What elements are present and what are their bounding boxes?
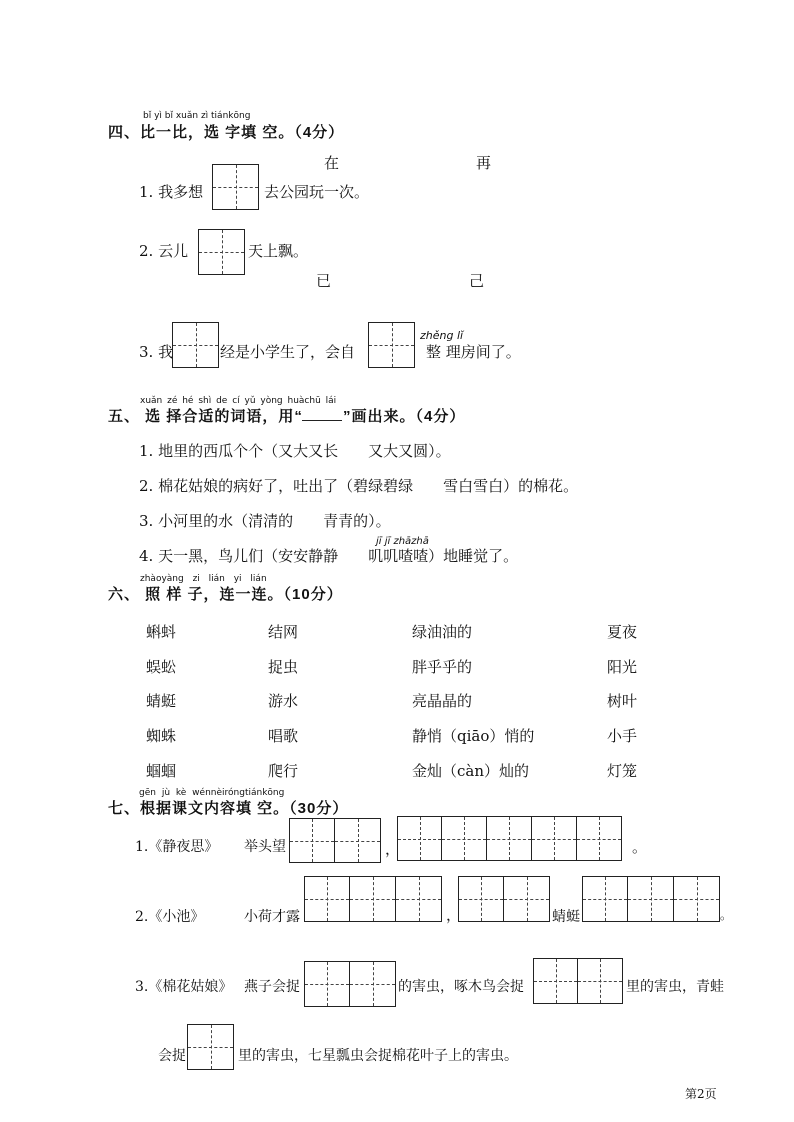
grid-cell[interactable] xyxy=(304,876,350,922)
section5-heading-a: 五、 选 择合适的词语，用“ xyxy=(108,408,303,425)
grid-cell[interactable] xyxy=(335,818,381,863)
grid-cell[interactable] xyxy=(487,816,532,861)
choice-word-3: 已 xyxy=(316,272,332,290)
q7-3-line2-suffix: 里的害虫，七星瓢虫会捉棉花叶子上的害虫。 xyxy=(238,1048,518,1064)
grid-cell[interactable] xyxy=(533,958,578,1004)
q5-item-4-pinyin: jī jī zhāzhā xyxy=(376,536,429,547)
grid-cell[interactable] xyxy=(578,958,623,1004)
answer-grid-q7-2b[interactable] xyxy=(458,876,550,922)
grid-cell[interactable] xyxy=(289,818,335,863)
grid-cell[interactable] xyxy=(458,876,504,922)
section4-heading: 四、比一比，选 字填 空。（4分） xyxy=(108,124,345,141)
match-col3-item-4[interactable]: 静悄（qiāo）悄的 xyxy=(412,727,535,745)
q5-item-4[interactable]: 4. 天一黑，鸟儿们（安安静静 叽叽喳喳）地睡觉了。 xyxy=(139,547,519,565)
grid-cell[interactable] xyxy=(304,961,350,1007)
match-col1-item-3[interactable]: 蜻蜓 xyxy=(146,692,177,710)
match-col2-item-2[interactable]: 捉虫 xyxy=(268,658,299,676)
q5-item-3[interactable]: 3. 小河里的水（清清的 青青的）。 xyxy=(139,512,391,530)
q4-3-prefix: 3. 我 xyxy=(139,343,174,361)
answer-grid-q7-2c[interactable] xyxy=(582,876,720,922)
match-col3-item-2[interactable]: 胖乎乎的 xyxy=(412,658,473,676)
answer-grid-q7-1b[interactable] xyxy=(397,816,622,861)
q4-3-pinyin: zhěng lǐ xyxy=(420,329,464,342)
answer-grid-q7-1a[interactable] xyxy=(289,818,381,863)
match-col1-item-1[interactable]: 蝌蚪 xyxy=(146,623,177,641)
grid-cell[interactable] xyxy=(504,876,550,922)
q7-3-middle: 的害虫，啄木鸟会捉 xyxy=(398,979,524,995)
grid-cell[interactable] xyxy=(442,816,487,861)
section7-heading: 七、根据课文内容填 空。（30分） xyxy=(108,800,349,817)
q7-2-label: 2.《小池》 xyxy=(135,909,205,925)
choice-word-4: 己 xyxy=(469,272,485,290)
grid-cell[interactable] xyxy=(396,876,442,922)
section5-pinyin: xuǎn zé hé shì de cí yǔ yòng huàchū lái xyxy=(140,396,337,406)
match-col1-item-2[interactable]: 蜈蚣 xyxy=(146,658,177,676)
q7-2-text: 小荷才露 xyxy=(244,909,300,925)
answer-grid-q7-3b[interactable] xyxy=(533,958,623,1004)
section7-pinyin: gēn jù kè wénnèiróngtiánkōng xyxy=(139,788,285,798)
q7-1-comma: ， xyxy=(385,840,401,858)
q7-2-comma: ， xyxy=(446,906,462,924)
q4-3-suffix: 整 理房间了。 xyxy=(426,343,521,361)
match-col4-item-1[interactable]: 夏夜 xyxy=(607,623,638,641)
choice-word-1: 在 xyxy=(324,154,340,172)
match-col2-item-4[interactable]: 唱歌 xyxy=(268,727,299,745)
grid-cell[interactable] xyxy=(532,816,577,861)
section6-heading: 六、 照 样 子，连一连。（10分） xyxy=(108,586,343,603)
answer-box-q4-1[interactable] xyxy=(212,164,259,210)
match-col2-item-3[interactable]: 游水 xyxy=(268,692,299,710)
q4-2-suffix: 天上飘。 xyxy=(248,242,309,260)
match-col3-item-1[interactable]: 绿油油的 xyxy=(412,623,473,641)
match-col1-item-5[interactable]: 蝈蝈 xyxy=(146,762,177,780)
answer-box-q4-2[interactable] xyxy=(198,229,245,275)
choice-word-2: 再 xyxy=(476,154,492,172)
grid-cell[interactable] xyxy=(350,961,396,1007)
q7-3-middle2: 里的害虫，青蛙 xyxy=(626,979,724,995)
section6-pinyin: zhàoyàng zi lián yi lián xyxy=(140,574,267,584)
answer-box-q7-3c[interactable] xyxy=(187,1024,234,1070)
match-col2-item-5[interactable]: 爬行 xyxy=(268,762,299,780)
match-col4-item-5[interactable]: 灯笼 xyxy=(607,762,638,780)
q7-3-label: 3.《棉花姑娘》 xyxy=(135,979,233,995)
grid-cell[interactable] xyxy=(577,816,622,861)
section5-heading-b: ”画出来。（4分） xyxy=(343,408,466,425)
answer-grid-q7-2a[interactable] xyxy=(304,876,442,922)
match-col4-item-4[interactable]: 小手 xyxy=(607,727,638,745)
grid-cell[interactable] xyxy=(628,876,674,922)
q7-3-line2-prefix: 会捉 xyxy=(158,1048,186,1064)
q4-1-prefix: 1. 我多想 xyxy=(139,183,204,201)
q5-item-1[interactable]: 1. 地里的西瓜个个（又大又长 又大又圆）。 xyxy=(139,442,451,460)
grid-cell[interactable] xyxy=(397,816,442,861)
match-col2-item-1[interactable]: 结网 xyxy=(268,623,299,641)
q7-1-text: 举头望 xyxy=(244,839,286,855)
q7-3-text: 燕子会捉 xyxy=(244,979,300,995)
match-col1-item-4[interactable]: 蜘蛛 xyxy=(146,727,177,745)
q5-item-2[interactable]: 2. 棉花姑娘的病好了，吐出了（碧绿碧绿 雪白雪白）的棉花。 xyxy=(139,477,579,495)
match-col3-item-3[interactable]: 亮晶晶的 xyxy=(412,692,473,710)
q7-1-end: 。 xyxy=(632,838,648,856)
answer-box-q4-3a[interactable] xyxy=(172,322,219,368)
underline-sample xyxy=(302,420,342,421)
grid-cell[interactable] xyxy=(350,876,396,922)
match-col4-item-3[interactable]: 树叶 xyxy=(607,692,638,710)
grid-cell[interactable] xyxy=(582,876,628,922)
q7-2-middle: 蜻蜓 xyxy=(552,909,580,925)
match-col4-item-2[interactable]: 阳光 xyxy=(607,658,638,676)
section4-pinyin: bǐ yì bǐ xuǎn zì tiánkōng xyxy=(143,111,251,121)
q4-2-prefix: 2. 云儿 xyxy=(139,242,189,260)
page-number: 第2页 xyxy=(685,1087,717,1101)
grid-cell[interactable] xyxy=(674,876,720,922)
answer-box-q4-3b[interactable] xyxy=(368,322,415,368)
q4-1-suffix: 去公园玩一次。 xyxy=(264,183,370,201)
q7-1-label: 1.《静夜思》 xyxy=(135,839,219,855)
q7-2-end: 。 xyxy=(720,908,733,922)
answer-grid-q7-3a[interactable] xyxy=(304,961,396,1007)
q4-3-middle: 经是小学生了，会自 xyxy=(220,343,356,361)
match-col3-item-5[interactable]: 金灿（càn）灿的 xyxy=(412,762,530,780)
